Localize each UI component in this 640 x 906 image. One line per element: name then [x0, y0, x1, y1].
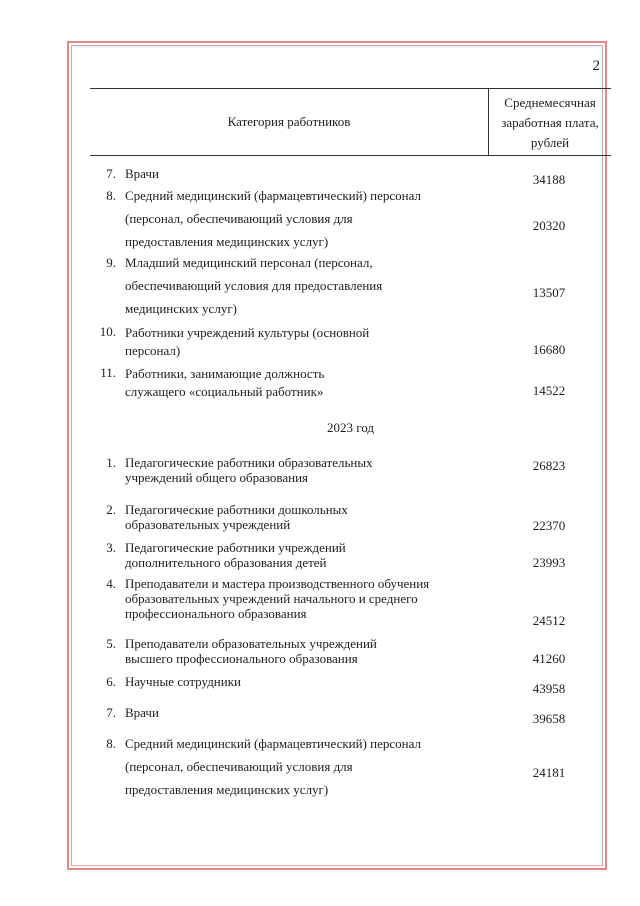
row-label: Преподаватели образовательных учреждений высшего профессионального образования: [125, 636, 377, 666]
row-value: 14522: [532, 383, 566, 398]
header-category: Категория работников: [227, 114, 351, 129]
row-value: 24512: [532, 613, 566, 628]
row-value: 22370: [532, 518, 566, 533]
row-number: 11.: [100, 365, 116, 380]
page-number: 2: [592, 58, 600, 74]
row-value: 16680: [532, 342, 566, 357]
row-value: 24181: [532, 765, 566, 780]
section-title-2023: 2023 год: [327, 420, 374, 435]
row-number: 7.: [106, 705, 116, 720]
row-value: 20320: [532, 218, 566, 233]
row-number: 9.: [106, 255, 116, 270]
row-label: Научные сотрудники: [125, 674, 241, 689]
table-top-rule: [90, 88, 611, 89]
row-number: 10.: [99, 324, 116, 339]
row-label: Педагогические работники дошкольных образовательных учреждений: [125, 502, 348, 532]
row-value: 23993: [532, 555, 566, 570]
row-label: Младший медицинский персонал (персонал, обеспечивающий условия для предоставления медицинских услуг): [125, 255, 383, 316]
row-number: 3.: [106, 540, 116, 555]
row-value: 34188: [532, 172, 566, 187]
row-number: 4.: [106, 576, 116, 591]
row-label: Работники, занимающие должность служащего «социальный работник»: [125, 366, 325, 399]
row-value: 39658: [532, 711, 566, 726]
row-value: 13507: [532, 285, 566, 300]
row-number: 1.: [106, 455, 116, 470]
row-number: 8.: [106, 188, 116, 203]
row-number: 6.: [106, 674, 116, 689]
row-value: 43958: [532, 681, 566, 696]
row-label: Врачи: [125, 705, 159, 720]
header-salary: Среднемесячная заработная плата, рублей: [501, 95, 599, 150]
header-bottom-rule: [90, 155, 611, 156]
row-label: Средний медицинский (фармацевтический) персонал (персонал, обеспечивающий условия для предоставления медицинских услуг): [125, 736, 421, 797]
row-label: Врачи: [125, 166, 159, 181]
row-value: 26823: [532, 458, 566, 473]
row-number: 5.: [106, 636, 116, 651]
row-label: Педагогические работники образовательных учреждений общего образования: [125, 455, 373, 485]
row-label: Средний медицинский (фармацевтический) персонал (персонал, обеспечивающий условия для предоставления медицинских услуг): [125, 188, 421, 249]
row-label: Преподаватели и мастера производственного обучения образовательных учреждений начального и среднего профессионального образования: [125, 576, 430, 621]
row-number: 8.: [106, 736, 116, 751]
row-label: Педагогические работники учреждений дополнительного образования детей: [125, 540, 346, 570]
row-number: 7.: [106, 166, 116, 181]
row-label: Работники учреждений культуры (основной персонал): [125, 325, 370, 358]
row-value: 41260: [532, 651, 566, 666]
row-number: 2.: [106, 502, 116, 517]
